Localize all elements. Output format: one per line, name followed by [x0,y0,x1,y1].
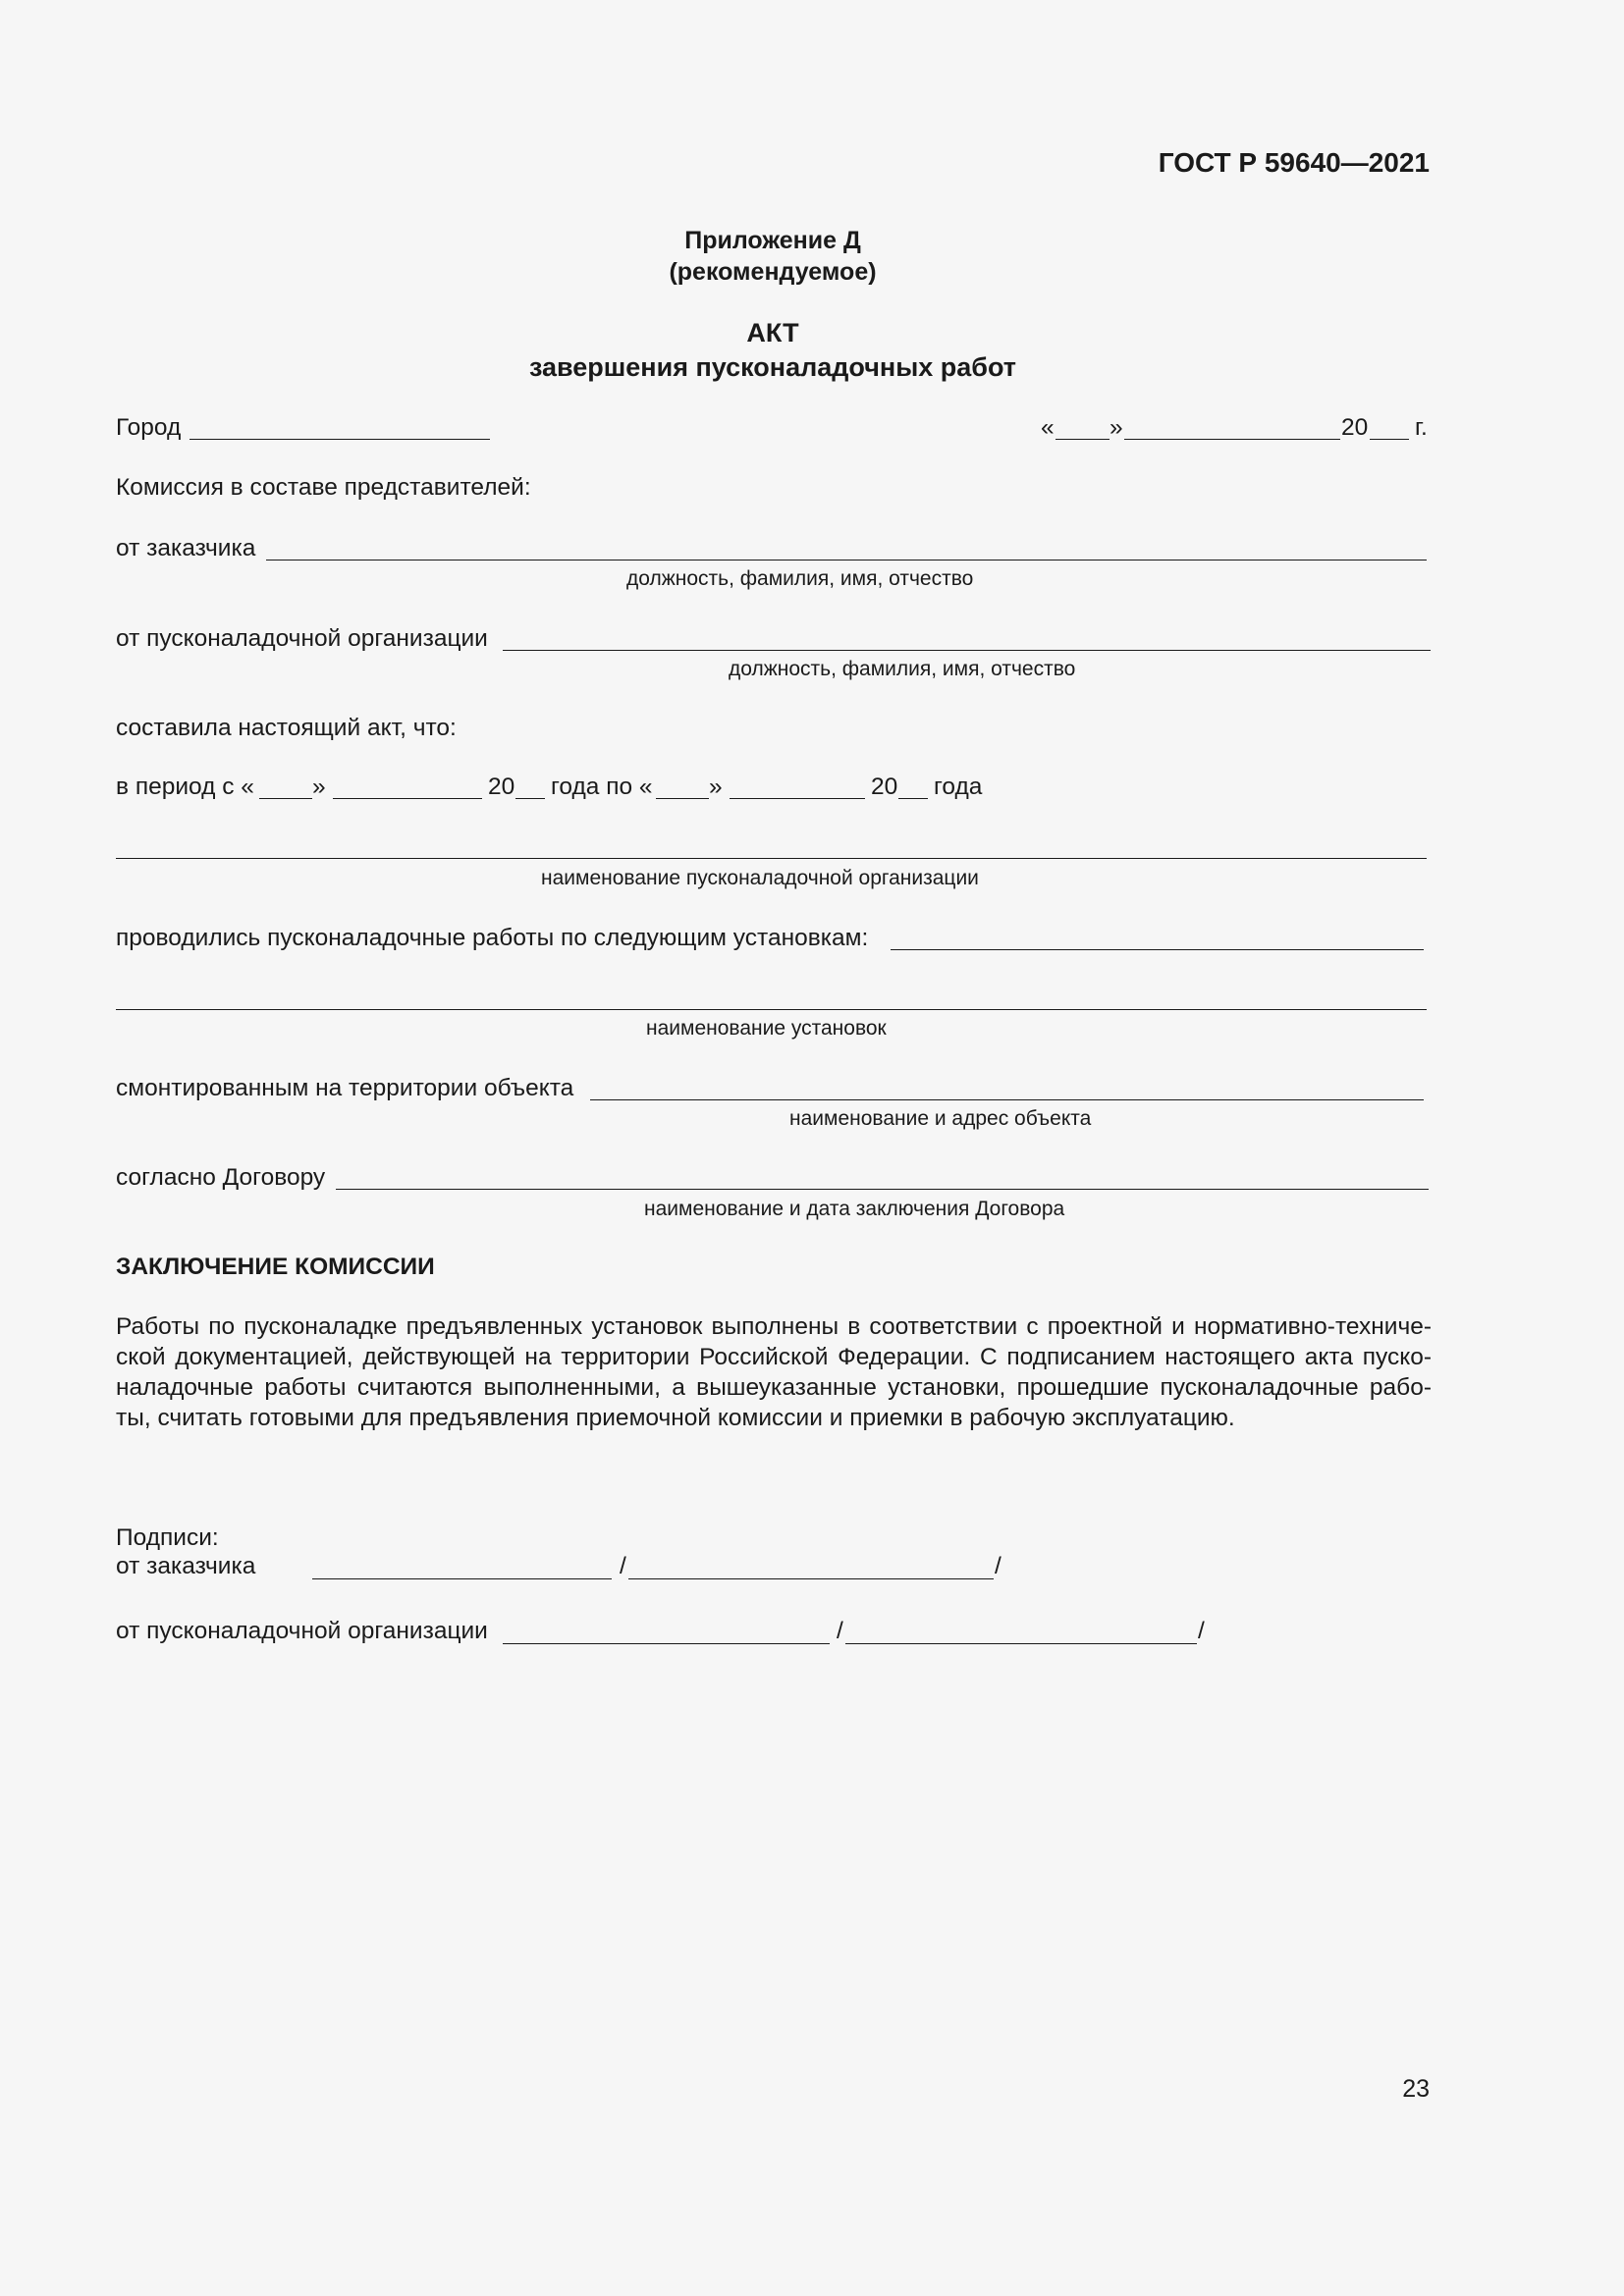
conclusion-line: ты, считать готовыми для предъявления приемочной комиссии и приемки в рабочую эксплуатацию. [116,1405,1235,1431]
org-label: от пусконаладочной организации [116,625,488,652]
object-field[interactable] [590,1099,1424,1100]
customer-field[interactable] [266,560,1427,561]
object-caption: наименование и адрес объекта [789,1107,1092,1130]
installations-label: проводились пусконаладочные работы по следующим установкам: [116,925,869,951]
signature-customer-slash-1: / [620,1553,626,1579]
date-year-field[interactable] [1370,439,1409,440]
period-from-day-field[interactable] [259,798,312,799]
date-month-field[interactable] [1124,439,1340,440]
object-label: смонтированным на территории объекта [116,1075,574,1101]
signature-customer-label: от заказчика [116,1553,256,1579]
date-open-quote: « [1041,414,1055,441]
period-from-year-prefix: 20 [488,774,515,800]
appendix-title: Приложение Д [684,227,861,254]
act-title: АКТ [746,318,799,347]
org-name-field[interactable] [116,858,1427,859]
org-caption: должность, фамилия, имя, отчество [729,658,1076,680]
period-from-label: в период с « [116,774,254,800]
conclusion-heading: ЗАКЛЮЧЕНИЕ КОМИССИИ [116,1254,435,1280]
date-day-field[interactable] [1056,439,1110,440]
date-year-prefix: 20 [1341,414,1369,441]
signature-org-field[interactable] [503,1643,830,1644]
commission-label: Комиссия в составе представителей: [116,474,531,501]
contract-label: согласно Договору [116,1164,326,1191]
customer-label: от заказчика [116,535,256,561]
installations-field-2[interactable] [116,1009,1427,1010]
signature-org-name-field[interactable] [845,1643,1197,1644]
city-label: Город [116,414,182,441]
contract-field[interactable] [336,1189,1429,1190]
period-from-close-quote: » [312,774,326,800]
contract-caption: наименование и дата заключения Договора [644,1198,1065,1220]
conclusion-line: Работы по пусконаладке предъявленных установок выполнены в соответствии с проектной и нормативно-техниче- [116,1313,1432,1340]
signatures-heading: Подписи: [116,1524,219,1551]
appendix-subtitle: (рекомендуемое) [669,258,877,286]
act-subtitle: завершения пусконаладочных работ [528,352,1017,382]
city-field[interactable] [189,439,490,440]
period-to-year-suffix: года [934,774,983,800]
date-year-suffix: г. [1415,414,1428,441]
period-to-close-quote: » [709,774,723,800]
period-from-year-field[interactable] [515,798,545,799]
standard-number: ГОСТ Р 59640—2021 [1158,147,1430,178]
page-number: 23 [1402,2075,1430,2103]
period-to-day-field[interactable] [656,798,709,799]
period-to-year-field[interactable] [898,798,928,799]
signature-org-slash-1: / [837,1618,843,1644]
installations-caption: наименование установок [646,1017,887,1040]
signature-customer-name-field[interactable] [628,1578,994,1579]
signature-org-label: от пусконаладочной организации [116,1618,488,1644]
period-from-month-field[interactable] [333,798,482,799]
period-to-year-prefix: 20 [871,774,898,800]
org-name-caption: наименование пусконаладочной организации [541,867,979,889]
conclusion-paragraph [116,1311,1432,1433]
date-close-quote: » [1110,414,1123,441]
org-field[interactable] [503,650,1431,651]
signature-org-slash-2: / [1198,1618,1205,1644]
period-to-month-field[interactable] [730,798,865,799]
conclusion-line: ской документацией, действующей на территории Российской Федерации. С подписанием настоящего акта пуско- [116,1344,1432,1370]
installations-field[interactable] [891,949,1424,950]
signature-customer-slash-2: / [995,1553,1001,1579]
act-intro: составила настоящий акт, что: [116,715,457,741]
conclusion-line: наладочные работы считаются выполненными, а вышеуказанные установки, прошедшие пусконаладочные рабо- [116,1374,1432,1401]
customer-caption: должность, фамилия, имя, отчество [626,567,974,590]
period-to-label: года по « [551,774,653,800]
signature-customer-field[interactable] [312,1578,612,1579]
